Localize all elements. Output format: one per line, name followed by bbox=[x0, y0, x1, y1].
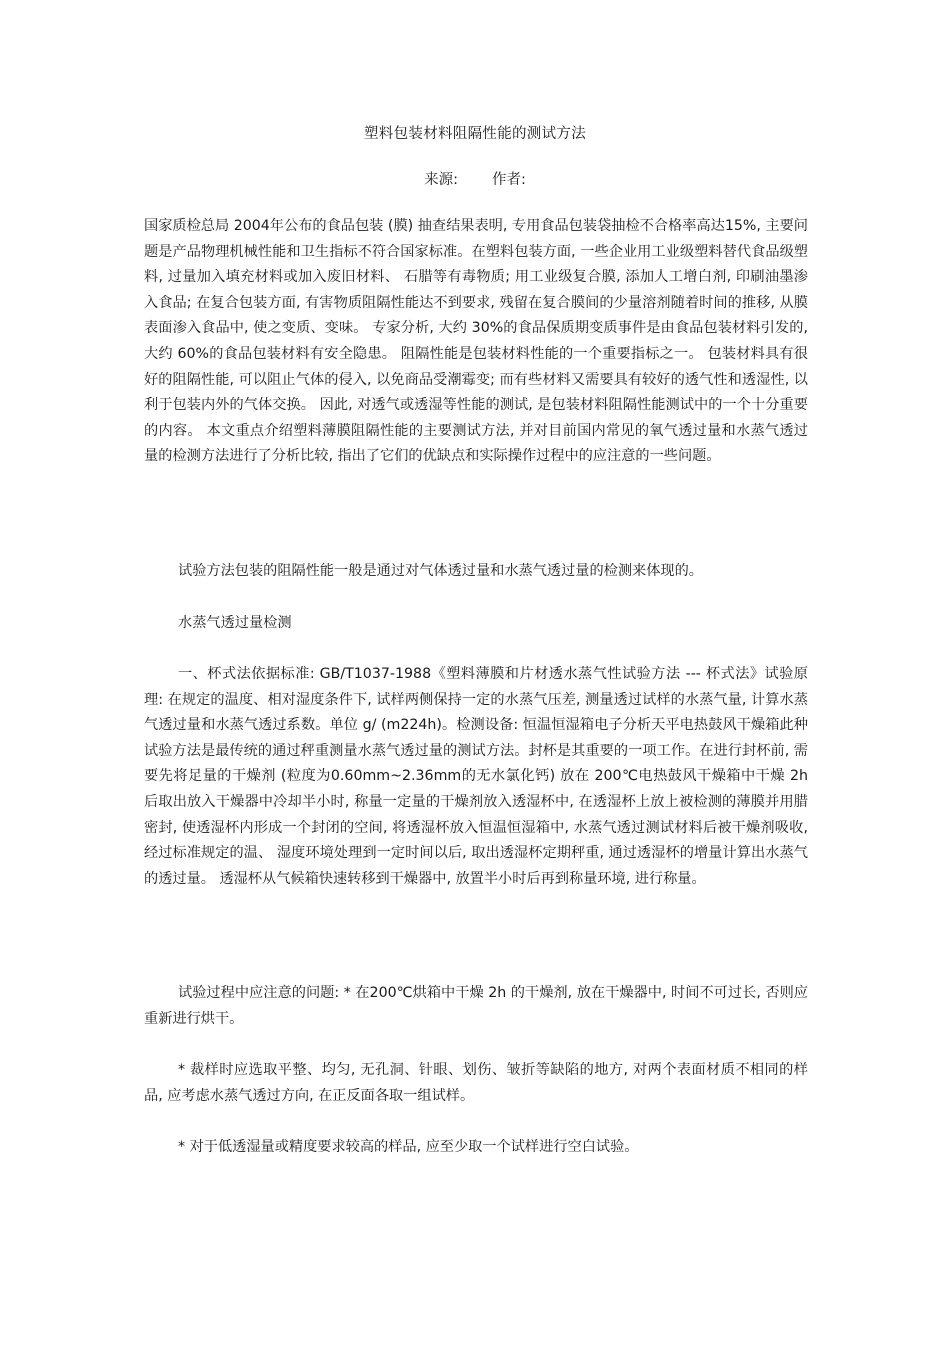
source-author-line bbox=[0, 168, 950, 189]
method-paragraph: 试验方法包装的阻隔性能一般是通过对气体透过量和水蒸气透过量的检测来体现的。 bbox=[178, 563, 703, 579]
bullet-sampling: * 裁样时应选取平整、均匀, 无孔洞、针眼、划伤、皱折等缺陷的地方, 对两个表面材质不相同的样品, 应考虑水蒸气透过方向, 在正反面各取一组试样。 bbox=[144, 1062, 808, 1104]
section-heading: 水蒸气透过量检测 bbox=[178, 615, 292, 631]
author-label: 作者: bbox=[492, 172, 526, 188]
intro-paragraph: 国家质检总局 2004年公布的食品包装 (膜) 抽查结果表明, 专用食品包装袋抽检不合格率高达15%, 主要问题是产品物理机械性能和卫生指标不符合国家标准。在塑料包装方面, 一些企业用工业级塑料替代食品级塑料, 过量加入填充材料或加入废旧材料、 石腊等有毒物质; 用工业级复合膜, 添加人工增白剂, 印刷油墨渗入食品; 在复合包装方面, 有害物质阻隔性能达不到要求, 残留在复合膜间的少量溶剂随着时间的推移, 从膜表面渗入食品中, 使之变质、变味。 专家分析, 大约 30%的食品保质期变质事件是由食品包装材料引发的, 大约 60%的食品包装材料有安全隐患。 阻隔性能是包装材料性能的一个重要指标之一。 包装材料具有很好的阻隔性能, 可以阻止气体的侵入, 以免商品受潮霉变; 而有些材料又需要具有较好的透气性和透湿性, 以利于包装内外的气体交换。 因此, 对透气或透湿等性能的测试, 是包装材料阻隔性能测试中的一个十分重要的内容。 本文重点介绍塑料薄膜阻隔性能的主要测试方法, 并对目前国内常见的氧气透过量和水蒸气透过量的检测方法进行了分析比较, 指出了它们的优缺点和实际操作过程中的应注意的一些问题。 bbox=[144, 218, 808, 465]
bullet-blank-test: * 对于低透湿量或精度要求较高的样品, 应至少取一个试样进行空白试验。 bbox=[178, 1139, 639, 1155]
source-label: 来源: bbox=[424, 172, 458, 188]
notes-paragraph: 试验过程中应注意的问题: * 在200℃烘箱中干燥 2h 的干燥剂, 放在干燥器中, 时间不可过长, 否则应重新进行烘干。 bbox=[144, 985, 808, 1027]
document-title: 塑料包装材料阻隔性能的测试方法 bbox=[364, 126, 586, 142]
cup-method-paragraph: 一、杯式法依据标准: GB/T1037-1988《塑料薄膜和片材透水蒸气性试验方法 --- 杯式法》试验原理: 在规定的温度、相对湿度条件下, 试样两侧保持一定的水蒸气压差, 测量透过试样的水蒸气量, 计算水蒸气透过量和水蒸气透过系数。单位 g/ (m224h)。检测设备: 恒温恒湿箱电子分析天平电热鼓风干燥箱此种试验方法是最传统的通过秤重测量水蒸气透过量的测试方法。封杯是其重要的一项工作。在进行封杯前, 需要先将足量的干燥剂 (粒度为0.60mm~2.36mm的无水氯化钙) 放在 200℃电热鼓风干燥箱中干燥 2h 后取出放入干燥器中冷却半小时, 称量一定量的干燥剂放入透湿杯中, 在透湿杯上放上被检测的薄膜并用腊密封, 使透湿杯内形成一个封闭的空间, 将透湿杯放入恒温恒湿箱中, 水蒸气透过测试材料后被干燥剂吸收, 经过标准规定的温、 湿度环境处理到一定时间以后, 取出透湿杯定期秤重, 通过透湿杯的增量计算出水蒸气的透过量。 透湿杯从气候箱快速转移到干燥器中, 放置半小时后再到称量环境, 进行称量。 bbox=[144, 666, 808, 887]
